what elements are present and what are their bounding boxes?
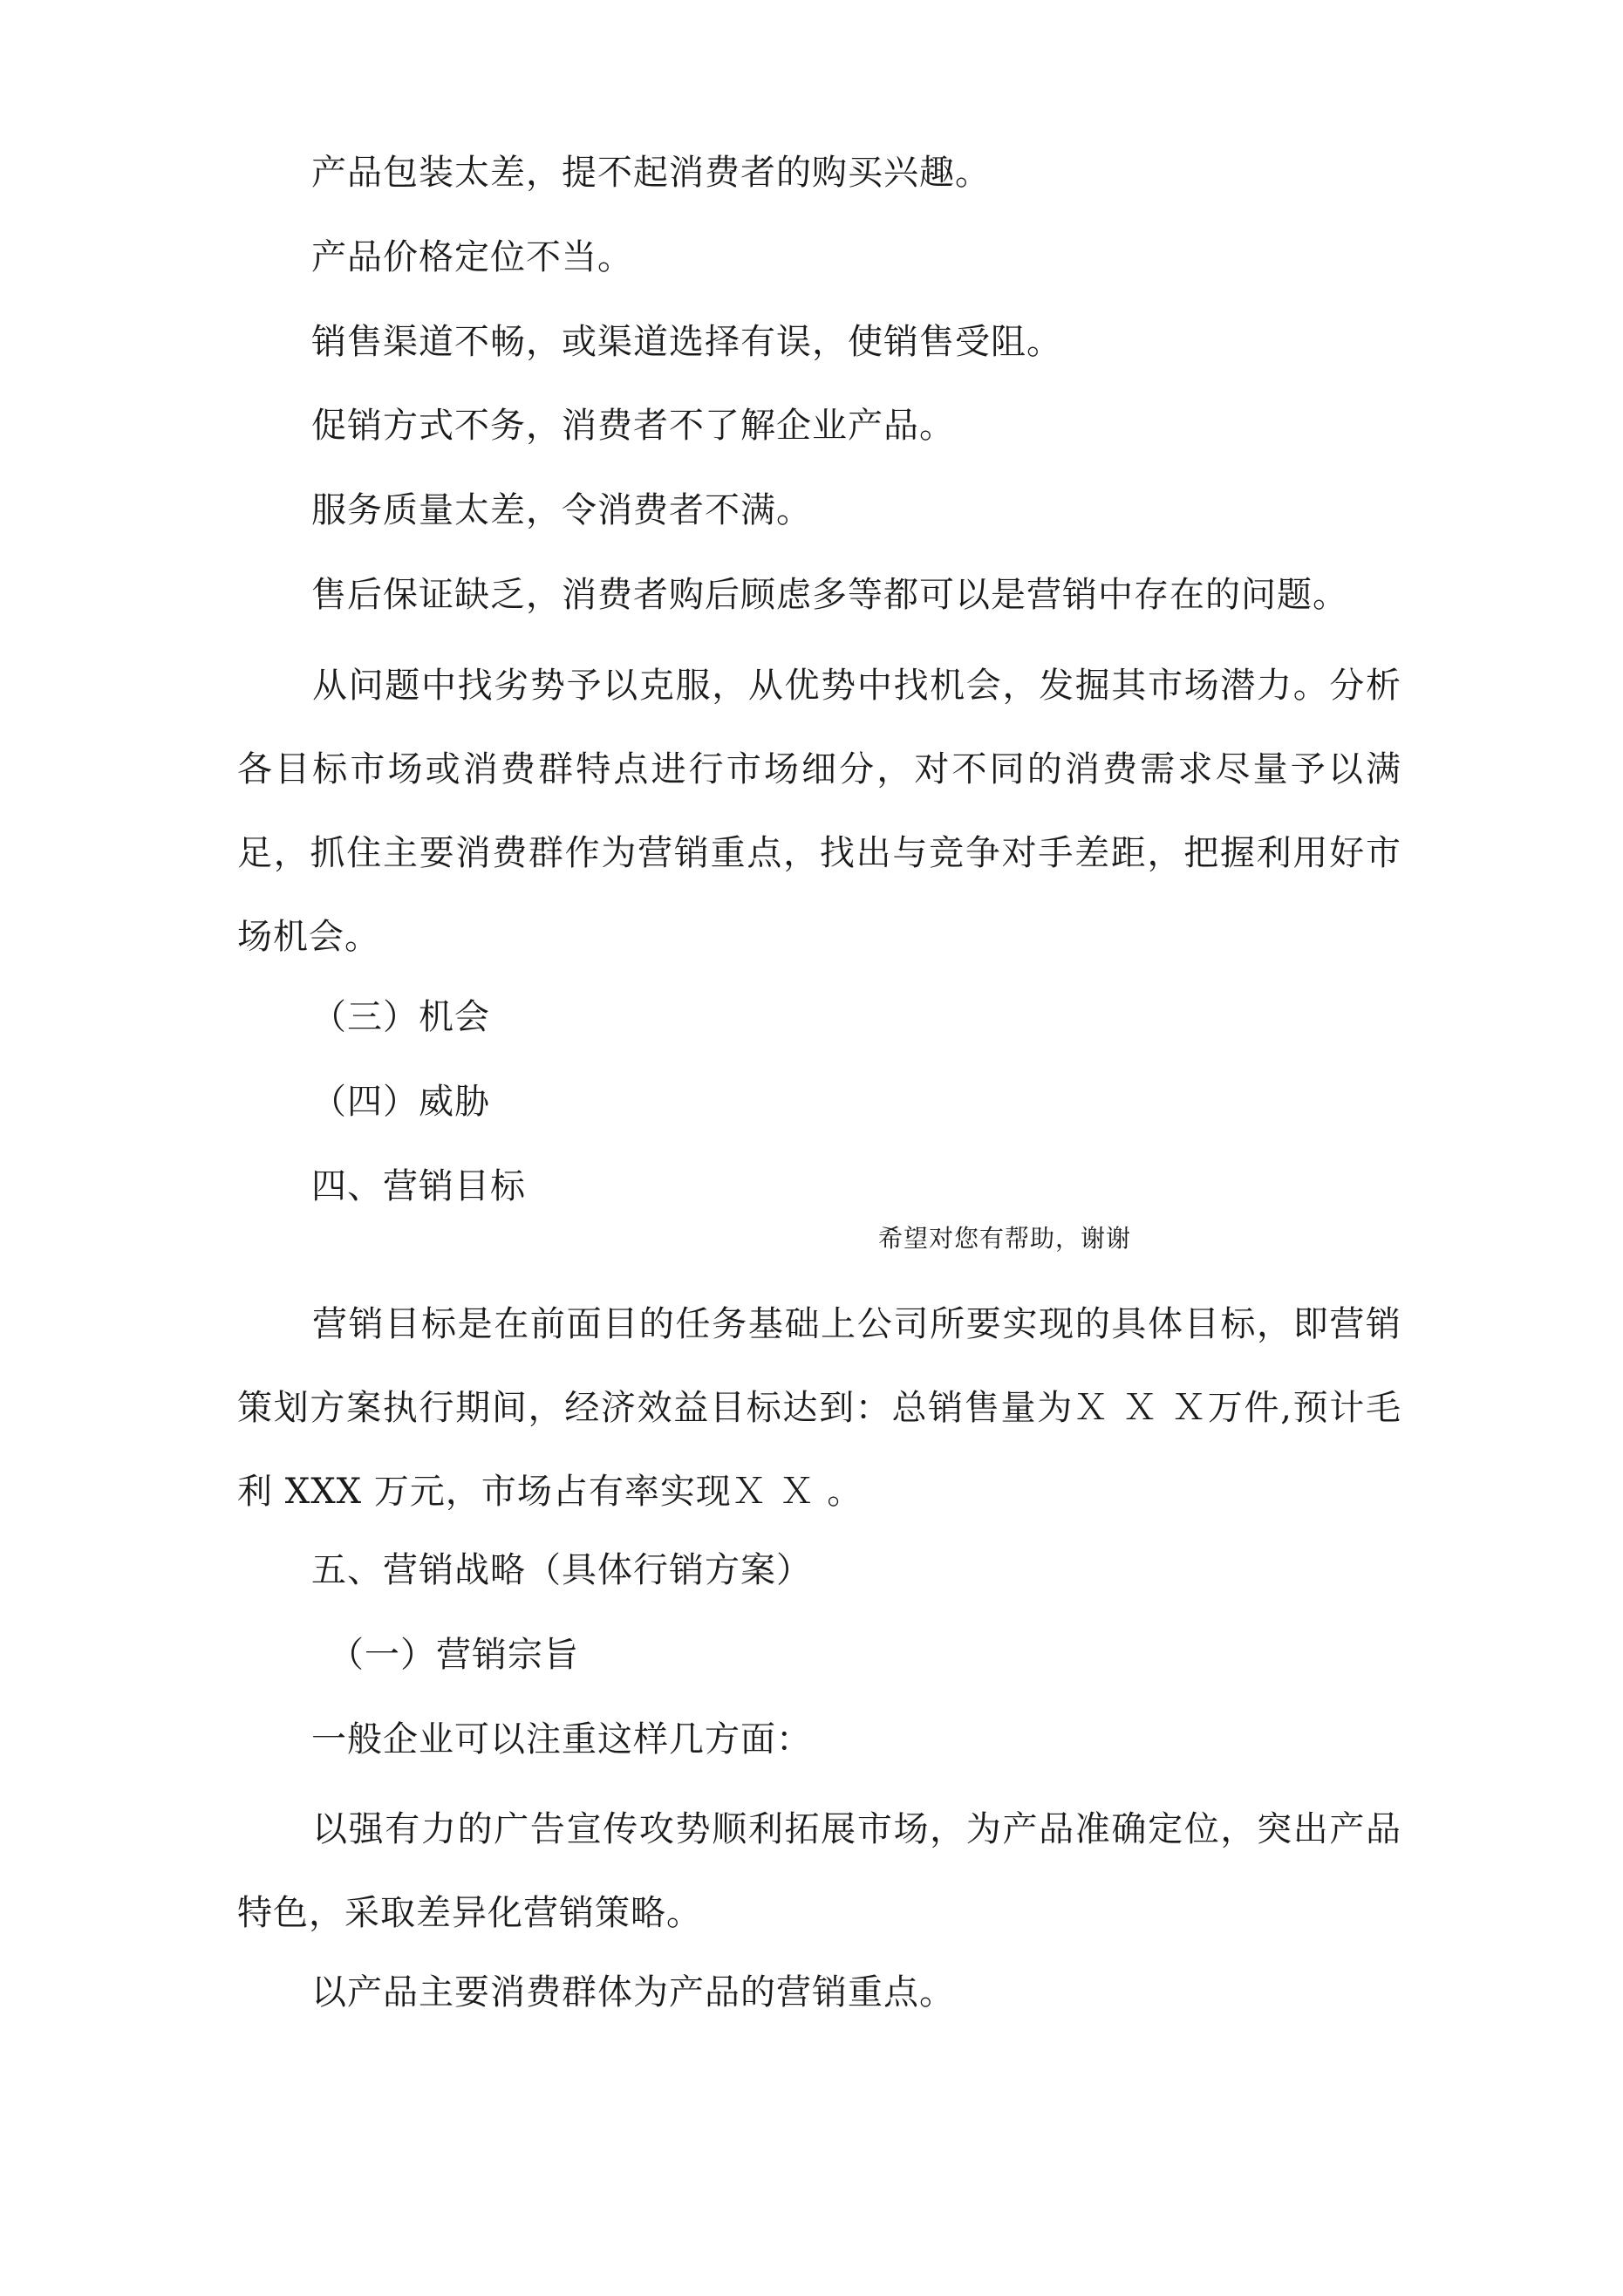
paragraph-marketing-goal: 营销目标是在前面目的任务基础上公司所要实现的具体目标，即营销策划方案执行期间，经济效益目标达到：总销售量为Ｘ Ｘ Ｘ万件,预计毛利 XXX 万元，市场占有率实现Ｘ Ｘ 。 bbox=[237, 1304, 1401, 1512]
footer-note: 希望对您有帮助，谢谢 bbox=[878, 1224, 1132, 1253]
text-line-pricing: 产品价格定位不当。 bbox=[311, 237, 633, 277]
heading-marketing-goal: 四、营销目标 bbox=[311, 1166, 526, 1206]
text-line-general: 一般企业可以注重这样几方面： bbox=[311, 1719, 812, 1760]
heading-marketing-strategy: 五、营销战略（具体行销方案） bbox=[311, 1550, 812, 1590]
text-line-service: 服务质量太差，令消费者不满。 bbox=[311, 490, 812, 530]
paragraph-analysis: 从问题中找劣势予以克服，从优势中找机会，发掘其市场潜力。分析各目标市场或消费群特点进行市场细分，对不同的消费需求尽量予以满足，抓住主要消费群作为营销重点，找出与竞争对手差距，把握利用好市场机会。 bbox=[237, 666, 1401, 957]
heading-marketing-purpose: （一）营销宗旨 bbox=[329, 1635, 579, 1675]
text-line-channels: 销售渠道不畅，或渠道选择有误，使销售受阻。 bbox=[311, 322, 1062, 362]
paragraph-advertising: 以强有力的广告宣传攻势顺利拓展市场，为产品准确定位，突出产品特色，采取差异化营销策略。 bbox=[237, 1809, 1401, 1933]
heading-opportunity: （三）机会 bbox=[311, 997, 490, 1037]
text-line-promotion: 促销方式不务，消费者不了解企业产品。 bbox=[311, 406, 955, 446]
text-line-focus: 以产品主要消费群体为产品的营销重点。 bbox=[311, 1972, 955, 2012]
text-line-aftersales: 售后保证缺乏，消费者购后顾虑多等都可以是营销中存在的问题。 bbox=[311, 575, 1348, 615]
heading-threat: （四）威胁 bbox=[311, 1082, 490, 1122]
text-line-packaging: 产品包装太差，提不起消费者的购买兴趣。 bbox=[311, 153, 991, 193]
